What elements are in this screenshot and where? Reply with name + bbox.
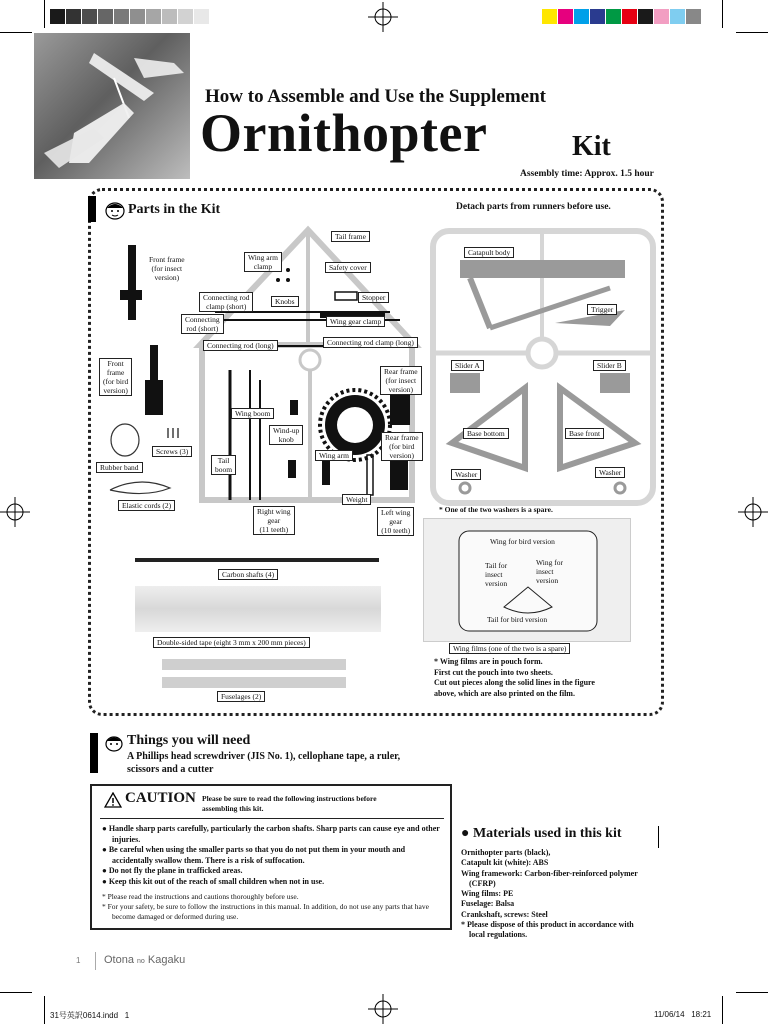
page-title-suffix: Kit xyxy=(572,131,611,162)
page-title: Ornithopter xyxy=(200,103,488,163)
label-trigger: Trigger xyxy=(587,304,617,315)
ornithopter-photo xyxy=(34,33,190,179)
caution-bullet: ● Be careful when using the smaller parts so that you do not put them in your mouth and accidentally swallow them. There is a risk of suffocation. xyxy=(102,845,406,865)
caution-bullet: ● Do not fly the plane in trafficked areas. xyxy=(102,866,243,875)
process-swatch xyxy=(606,9,621,24)
materials-rule xyxy=(658,826,659,848)
page-number: 1 xyxy=(76,956,81,965)
process-swatch xyxy=(542,9,557,24)
grey-swatch xyxy=(178,9,193,24)
label-front-frame-bird: Front frame (for bird version) xyxy=(99,358,132,396)
label-windup-knob: Wind-up knob xyxy=(269,425,303,445)
grey-swatch xyxy=(130,9,145,24)
label-double-sided-tape: Double-sided tape (eight 3 mm x 200 mm pieces) xyxy=(153,637,310,648)
registration-mark-left xyxy=(0,497,30,527)
materials-heading: ● Materials used in this kit xyxy=(461,826,622,841)
label-tail-boom: Tail boom xyxy=(211,455,236,475)
grey-swatch xyxy=(66,9,81,24)
caution-box xyxy=(90,784,452,930)
grey-swatch xyxy=(114,9,129,24)
process-swatch xyxy=(590,9,605,24)
things-marker xyxy=(90,733,98,773)
label-slider-a: Slider A xyxy=(451,360,484,371)
label-elastic-cords: Elastic cords (2) xyxy=(118,500,175,511)
label-slider-b: Slider B xyxy=(593,360,626,371)
timestamp: 11/06/14 18:21 xyxy=(654,1010,712,1019)
process-swatch xyxy=(558,9,573,24)
warning-icon xyxy=(104,792,122,813)
label-catapult-body: Catapult body xyxy=(464,247,514,258)
label-knobs: Knobs xyxy=(271,296,299,307)
materials-list: Ornithopter parts (black), Catapult kit (white): ABS Wing framework: Carbon-fiber-reinforced polymer (CFRP) Wing films: PE Fuselage: Balsa Crankshaft, screws: Steel * Please dispose of this product in accordance with local regulations. xyxy=(461,848,638,940)
label-washer-1: Washer xyxy=(451,469,481,480)
label-tail-frame: Tail frame xyxy=(331,231,370,242)
detach-note: Detach parts from runners before use. xyxy=(456,202,611,212)
fuselage-image-2 xyxy=(162,677,346,688)
wing-films-note: * Wing films are in pouch form. First cut the pouch into two sheets. Cut out pieces along the solid lines in the figure above, which are also printed on the film. xyxy=(434,657,595,698)
label-connecting-rod-short: Connecting rod (short) xyxy=(181,314,224,334)
face-icon xyxy=(104,734,124,757)
grey-swatch xyxy=(162,9,177,24)
grey-swatch xyxy=(98,9,113,24)
label-rubber-band: Rubber band xyxy=(96,462,143,473)
things-heading: Things you will need xyxy=(127,733,251,748)
file-name: 31号英訳0614.indd 1 xyxy=(50,1011,130,1020)
registration-mark-top xyxy=(368,2,398,32)
label-washer-2: Washer xyxy=(595,467,625,478)
label-tail-bird: Tail for bird version xyxy=(487,615,548,624)
registration-mark-right xyxy=(738,497,768,527)
process-swatch xyxy=(686,9,701,24)
caution-notes xyxy=(102,892,442,922)
process-swatch xyxy=(622,9,637,24)
footer-divider xyxy=(95,952,96,970)
label-wing-gear-clamp: Wing gear clamp xyxy=(326,316,385,327)
label-wing-boom: Wing boom xyxy=(231,408,274,419)
label-fuselages: Fuselages (2) xyxy=(217,691,265,702)
caution-note: * For your safety, be sure to follow the instructions in this manual. In addition, do not use any parts that have become damaged or deformed during use. xyxy=(102,902,429,921)
parts-runner-diagram xyxy=(90,200,430,530)
label-carbon-shafts: Carbon shafts (4) xyxy=(218,569,278,580)
parts-heading: Parts in the Kit xyxy=(128,202,221,217)
process-swatch xyxy=(654,9,669,24)
caution-title: CAUTION xyxy=(125,790,196,806)
page-subtitle: How to Assemble and Use the Supplement xyxy=(205,86,546,107)
label-rear-frame-insect: Rear frame (for insect version) xyxy=(380,366,422,395)
fuselage-image-1 xyxy=(162,659,346,670)
process-swatch xyxy=(670,9,685,24)
things-body: A Phillips head screwdriver (JIS No. 1), cellophane tape, a ruler, scissors and a cutter xyxy=(127,751,401,775)
caution-divider xyxy=(100,818,444,819)
double-sided-tape-image xyxy=(135,586,381,632)
carbon-shafts-image xyxy=(135,558,379,562)
label-wing-films: Wing films (one of the two is a spare) xyxy=(449,643,570,654)
label-wing-arm-clamp: Wing arm clamp xyxy=(244,252,282,272)
label-safety-cover: Safety cover xyxy=(325,262,371,273)
label-connecting-rod-long: Connecting rod (long) xyxy=(203,340,278,351)
label-rear-frame-bird: Rear frame (for bird version) xyxy=(381,432,423,461)
label-right-wing-gear: Right wing gear (11 teeth) xyxy=(253,506,295,535)
assembly-time: Assembly time: Approx. 1.5 hour xyxy=(520,169,654,179)
caution-bullet: ● Keep this kit out of the reach of small children when not in use. xyxy=(102,876,325,886)
grey-swatch xyxy=(194,9,209,24)
label-weight: Weight xyxy=(342,494,371,505)
label-wing-bird: Wing for bird version xyxy=(490,537,555,546)
label-connecting-rod-clamp-short: Connecting rod clamp (short) xyxy=(199,292,253,312)
label-front-frame-insect: Front frame (for insect version) xyxy=(149,255,185,282)
label-wing-arm: Wing arm xyxy=(315,450,353,461)
brand-logo: Otona no Kagaku xyxy=(104,954,186,966)
grey-swatch xyxy=(146,9,161,24)
label-tail-insect: Tail for insect version xyxy=(485,561,508,588)
label-left-wing-gear: Left wing gear (10 teeth) xyxy=(377,507,414,536)
label-connecting-rod-clamp-long: Connecting rod clamp (long) xyxy=(323,337,418,348)
label-wing-insect: Wing for insect version xyxy=(536,558,563,585)
label-stopper: Stopper xyxy=(358,292,389,303)
registration-mark-bottom xyxy=(368,994,398,1024)
washer-note: * One of the two washers is a spare. xyxy=(439,505,553,514)
process-swatch xyxy=(638,9,653,24)
caution-bullet: ● Handle sharp parts carefully, particularly the carbon shafts. Sharp parts can cause eye and other injuries. xyxy=(102,824,440,844)
caution-bullets xyxy=(102,824,442,887)
caution-note: * Please read the instructions and cautions thoroughly before use. xyxy=(102,892,299,901)
grey-swatch xyxy=(82,9,97,24)
label-screws: Screws (3) xyxy=(152,446,192,457)
label-base-front: Base front xyxy=(565,428,604,439)
grey-swatch xyxy=(50,9,65,24)
process-swatch xyxy=(574,9,589,24)
caution-intro: Please be sure to read the following instructions before assembling this kit. xyxy=(202,794,377,813)
label-base-bottom: Base bottom xyxy=(463,428,509,439)
